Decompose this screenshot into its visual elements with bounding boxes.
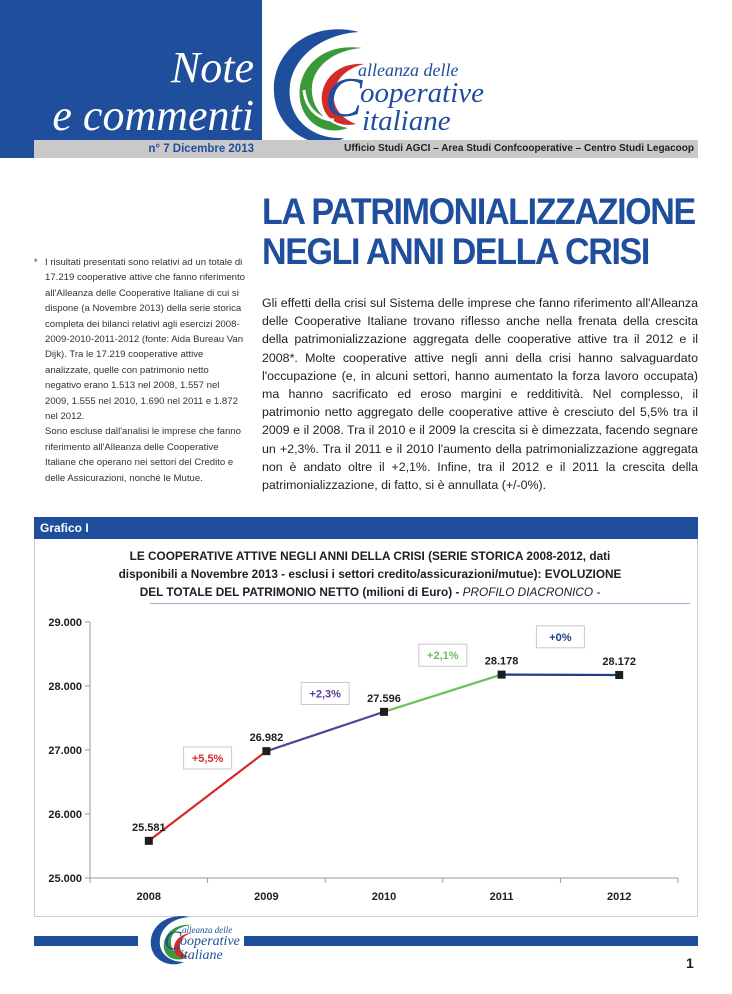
data-point bbox=[615, 671, 623, 679]
y-tick-label: 26.000 bbox=[48, 809, 82, 821]
data-value-label: 27.596 bbox=[367, 692, 401, 705]
data-value-label: 26.982 bbox=[249, 732, 284, 745]
chart-section-band bbox=[34, 517, 698, 539]
article-headline-line1: LA PATRIMONIALIZZAZIONE bbox=[262, 191, 695, 232]
series-segment-3 bbox=[384, 675, 502, 712]
footnote-paragraph-2: Sono escluse dall'analisi le imprese che fanno riferimento all'Alleanza delle Cooperative Italiane che operano nei settori del Credito e delle Assicurazioni, nonché le Mutue. bbox=[45, 426, 241, 484]
growth-label: +5,5% bbox=[191, 752, 224, 765]
series-segment-2 bbox=[266, 712, 384, 751]
x-tick-label: 2009 bbox=[254, 891, 279, 903]
footer-logo-line3: italiane bbox=[180, 948, 223, 963]
growth-label: +0% bbox=[549, 631, 572, 644]
chart-title-line3-sub: PROFILO DIACRONICO - bbox=[462, 585, 601, 599]
chart-title-line2: disponibili a Novembre 2013 - esclusi i settori credito/assicurazioni/mutue): EVOLUZIONE bbox=[118, 567, 622, 581]
y-tick-label: 28.000 bbox=[48, 681, 82, 693]
data-value-label: 28.178 bbox=[484, 655, 519, 668]
y-tick-label: 27.000 bbox=[48, 745, 82, 757]
page-number: 1 bbox=[686, 955, 694, 971]
data-value-label: 25.581 bbox=[131, 821, 166, 834]
chart-title-line1: LE COOPERATIVE ATTIVE NEGLI ANNI DELLA CRISI (SERIE STORICA 2008-2012, dati bbox=[129, 549, 611, 563]
logo-text-line3: italiane bbox=[362, 105, 451, 137]
chart-section-label: Grafico I bbox=[40, 521, 89, 535]
footer-logo-letter-c: C bbox=[164, 926, 182, 955]
issue-number: n° 7 Dicembre 2013 bbox=[148, 143, 254, 155]
data-point bbox=[262, 747, 270, 755]
publication-title-line1: Note bbox=[170, 43, 254, 92]
growth-label: +2,1% bbox=[427, 650, 459, 663]
footer-bar-left bbox=[34, 936, 138, 946]
y-tick-label: 25.000 bbox=[48, 873, 82, 885]
chart-title-line3 bbox=[80, 583, 660, 601]
line-chart bbox=[34, 600, 698, 916]
publisher-offices: Ufficio Studi AGCI – Area Studi Confcooperative – Centro Studi Legacoop bbox=[344, 143, 694, 154]
x-tick-label: 2010 bbox=[371, 891, 397, 903]
logo-letter-c: C bbox=[325, 67, 363, 129]
y-tick-label: 29.000 bbox=[48, 617, 82, 629]
footer-logo-line1: alleanza delle bbox=[182, 925, 233, 935]
data-point bbox=[498, 671, 506, 679]
data-point bbox=[145, 837, 153, 845]
footnote bbox=[34, 255, 246, 486]
growth-label: +2,3% bbox=[309, 688, 341, 701]
x-tick-label: 2011 bbox=[489, 891, 514, 903]
logo-text-line1: alleanza delle bbox=[358, 60, 459, 80]
x-tick-label: 2012 bbox=[606, 891, 632, 903]
footnote-marker: * bbox=[34, 257, 38, 267]
footer-logo-line2: ooperative bbox=[180, 934, 240, 949]
article-body: Gli effetti della crisi sul Sistema delle imprese che fanno riferimento all'Alleanza delle Cooperative Italiane trovano riflesso anche nella frenata della crescita della patrimonializzazione aggregata delle cooperative attive tra il 2012 e il 2008*. Molte cooperative attive negli anni della crisi hanno salvaguardato l'occupazione (e, in alcuni settori, hanno aumentato la forza lavoro occupata) ma hanno sacrificato ed eroso margini e redditività. Nel complesso, il patrimonio netto aggregato delle cooperative attive è cresciuto del 5,5% tra il 2009 e il 2008. Tra il 2010 e il 2009 la crescita si è dimezzata, facendo segnare un +2,3%. Tra il 2011 e il 2010 l'aumento della patrimonializzazione aggregata non è andato oltre il +2,1%. Infine, tra il 2012 e il 2011 la crescita della patrimonializzazione, di fatto, si è annullata (+/-0%). bbox=[262, 296, 698, 493]
publication-title-line2: e commenti bbox=[52, 91, 254, 140]
chart-title-line3-main: DEL TOTALE DEL PATRIMONIO NETTO (milioni di Euro) - bbox=[139, 585, 463, 599]
x-tick-label: 2008 bbox=[136, 891, 162, 903]
footer-bar-right bbox=[244, 936, 698, 946]
data-value-label: 28.172 bbox=[602, 655, 637, 668]
footnote-paragraph-1: I risultati presentati sono relativi ad un totale di 17.219 cooperative attive che fanno riferimento all'Alleanza delle Cooperative Italiane di cui si dispone (a Novembre 2013) della serie storica completa dei bilanci relativi agli esercizi 2008-2009-2010-2011-2012 (fonte: Aida Bureau Van Dijk). Tra le 17.219 cooperative attive analizzate, quelle con patrimonio netto negativo erano 1.513 nel 2008, 1.557 nel 2009, 1.555 nel 2010, 1.690 nel 2011 e 1.872 nel 2012. bbox=[45, 257, 245, 423]
logo-text-line2: ooperative bbox=[360, 77, 485, 109]
article-headline-line2: NEGLI ANNI DELLA CRISI bbox=[262, 231, 649, 272]
data-point bbox=[380, 708, 388, 716]
